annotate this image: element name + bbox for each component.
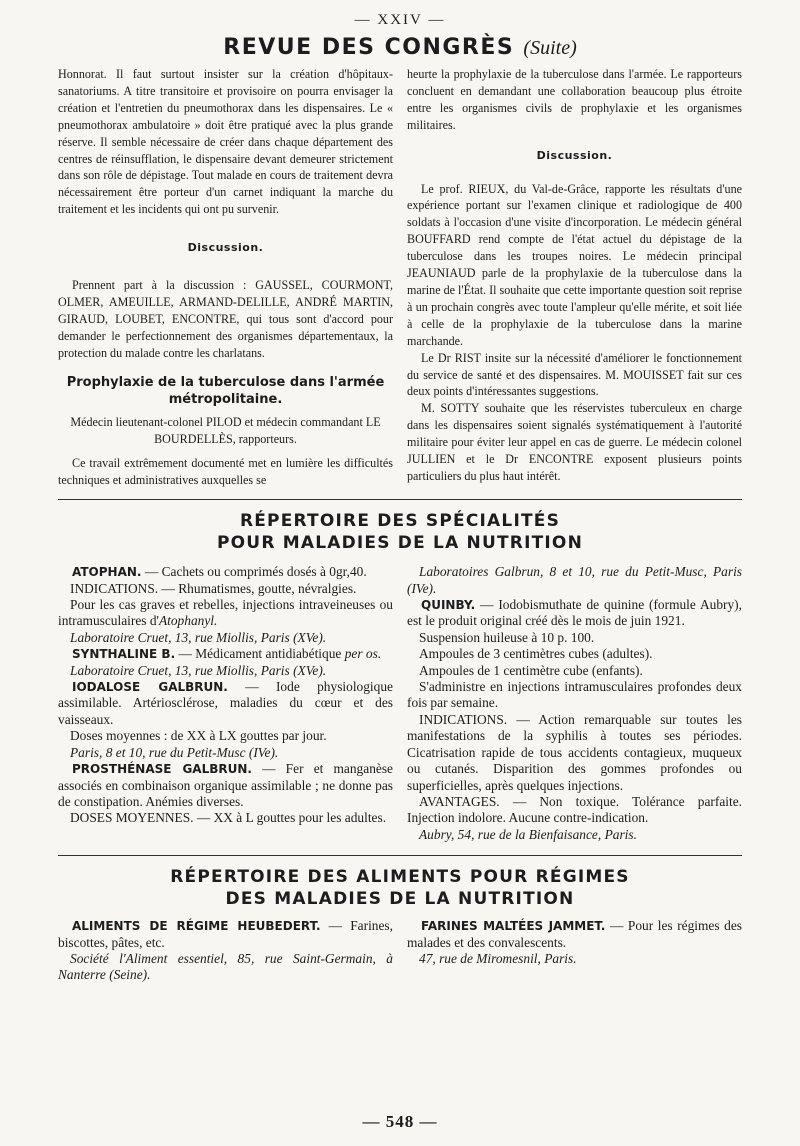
congress-paragraph: Le Dr RIST insite sur la nécessité d'améliorer le fonctionnement du service de santé et des dispensaires. M. MOUISSET fait sur ces deux points d'intéressantes suggestions.	[407, 350, 742, 399]
specialites-left-column	[58, 564, 393, 843]
product-description: — Farines, biscottes, pâtes, etc.	[58, 918, 393, 950]
product-name: SYNTHALINE B.	[72, 647, 176, 662]
laboratory-address: Laboratoire Cruet, 13, rue Miollis, Paris (XVe).	[70, 629, 327, 645]
company-address: Société l'Aliment essentiel, 85, rue Saint-Germain, à Nanterre (Seine).	[58, 950, 393, 983]
repertoire-aliments-title	[58, 866, 742, 910]
repertoire-title-line: POUR MALADIES DE LA NUTRITION	[217, 533, 583, 554]
laboratory-address: Aubry, 54, rue de la Bienfaisance, Paris.	[419, 826, 637, 842]
page-title-main: REVUE DES CONGRÈS	[223, 35, 515, 60]
journal-page	[58, 0, 742, 1146]
product-detail: Ampoules de 1 centimètre cube (enfants).	[419, 662, 643, 678]
product-description: — Médicament antidiabétique	[178, 646, 342, 662]
section-divider	[58, 855, 742, 856]
laboratory-address: Paris, 8 et 10, rue du Petit-Musc (IVe).	[70, 744, 279, 760]
congress-columns	[58, 66, 742, 489]
product-doses: Doses moyennes : de XX à LX gouttes par jour.	[70, 728, 327, 744]
aliments-columns	[58, 918, 742, 984]
laboratory-address: Laboratoire Cruet, 13, rue Miollis, Paris (XVe).	[70, 662, 327, 678]
page-number: — 548 —	[362, 1112, 438, 1131]
product-detail: Ampoules de 3 centimètres cubes (adultes).	[419, 646, 653, 662]
page-roman-numeral: — XXIV —	[354, 12, 446, 28]
repertoire-title-line: RÉPERTOIRE DES SPÉCIALITÉS	[239, 511, 561, 532]
section-heading-prophylaxie: Prophylaxie de la tuberculose dans l'armée métropolitaine.	[66, 374, 385, 407]
repertoire-title-line: RÉPERTOIRE DES ALIMENTS POUR RÉGIMES	[170, 867, 630, 888]
doses-label: DOSES MOYENNES.	[70, 810, 194, 826]
indications-label: INDICATIONS.	[70, 580, 159, 596]
product-indications	[58, 581, 393, 597]
product-entry-prosthenase	[58, 761, 393, 810]
specialites-columns	[58, 564, 742, 843]
discussion-heading: Discussion.	[187, 241, 264, 255]
advantages-text: — Non toxique. Tolérance parfaite. Injection indolore. Aucune contre-indication.	[407, 793, 742, 826]
product-description: — Pour les régimes des malades et des convalescents.	[407, 918, 742, 950]
rapporteurs-line: Médecin lieutenant-colonel PILOD et médecin commandant LE BOURDELLÈS, rapporteurs.	[70, 414, 381, 446]
aliments-right-column	[407, 918, 742, 984]
product-description: — Iodobismuthate de quinine (formule Aubry), est le produit original créé dès le mois de juin 1921.	[407, 597, 742, 629]
specialites-right-column	[407, 564, 742, 843]
product-doses	[58, 810, 393, 826]
repertoire-specialites-title	[58, 510, 742, 554]
product-note	[58, 597, 393, 630]
product-name: ATOPHAN.	[72, 565, 142, 580]
advantages-label: AVANTAGES.	[419, 793, 500, 809]
section-divider	[58, 499, 742, 500]
product-description-italic: per os.	[344, 646, 382, 662]
product-entry-heubedert	[58, 918, 393, 951]
indications-label: INDICATIONS.	[419, 711, 508, 727]
product-description: — Iode physiologique assimilable. Artériosclérose, maladies du cœur et des vaisseaux.	[58, 679, 393, 727]
product-name: ALIMENTS DE RÉGIME HEUBEDERT.	[72, 919, 321, 934]
discussion-heading: Discussion.	[536, 148, 613, 162]
congress-paragraph: M. SOTTY souhaite que les réservistes tuberculeux en charge dans les dispensaires soient signalés systématiquement à l'autorité militaire pour éviter leur appel en cas de guerre. Le médecin colonel JULLIEN et le Dr ENCONTRE exposent plusieurs points particuliers du plus haut intérêt.	[407, 401, 742, 483]
product-entry-synthaline	[58, 646, 393, 662]
product-detail: S'administre en injections intramusculaires profondes deux fois par semaine.	[407, 679, 742, 711]
product-advantages	[407, 794, 742, 827]
congress-left-column	[58, 66, 393, 489]
repertoire-title-line: DES MALADIES DE LA NUTRITION	[225, 889, 575, 910]
congress-paragraph: Prennent part à la discussion : GAUSSEL, COURMONT, OLMER, AMEUILLE, ARMAND-DELILLE, ANDRÉ MARTIN, GIRAUD, LOUBET, ENCONTRE, qui tous sont d'accord pour demander le perfectionnement des organismes départementaux, la protection du malade contre les charlatans.	[58, 278, 393, 360]
congress-right-column	[407, 66, 742, 489]
congress-paragraph: Le prof. RIEUX, du Val-de-Grâce, rapporte les résultats d'une expérience portant sur l'examen clinique et radiologique de 400 soldats à l'occasion d'une visite d'incorporation. Le médecin général BOUFFARD rend compte de l'état actuel du dépistage de la tuberculose dans les troupes noires. Le médecin principal JEAUNIAUD parle de la prophylaxie de la tuberculose dans la marine de l'État. Il souhaite que cette importante question soit reprise à un prochain congrès avec toute l'ampleur qu'elle mérite, et soit liée à celle de la prophylaxie de la tuberculose dans la marine marchande.	[407, 181, 742, 348]
note-italic: Atophanyl.	[158, 613, 218, 629]
indications-text: — Rhumatismes, goutte, névralgies.	[161, 580, 357, 596]
product-entry-atophan	[58, 564, 393, 580]
product-name: IODALOSE GALBRUN.	[72, 680, 228, 695]
laboratory-address: Laboratoires Galbrun, 8 et 10, rue du Petit-Musc, Paris (IVe).	[407, 564, 742, 596]
congress-paragraph: Honnorat. Il faut surtout insister sur la création d'hôpitaux-sanatoriums. A titre transitoire et provisoire on pourra envisager la création et l'entretien du pneumothorax dans les dispensaires. Le « pneumothorax ambulatoire » doit être pratiqué avec la plus grande réserve. Il semble nécessaire de créer dans chaque département des centres de réinsufflation, le dispensaire devant demeurer strictement dans son rôle de dépistage. Tout malade en cours de traitement devra nécessairement être porteur d'un carnet indiquant la marche du traitement et les incidents qui ont pu survenir.	[58, 67, 393, 217]
company-address: 47, rue de Miromesnil, Paris.	[419, 950, 577, 966]
page-title-suffix: (Suite)	[523, 37, 577, 59]
product-entry-quinby	[407, 597, 742, 630]
product-name: FARINES MALTÉES JAMMET.	[421, 919, 606, 934]
doses-text: — XX à L gouttes pour les adultes.	[196, 810, 387, 826]
indications-text: — Action remarquable sur toutes les manifestations de la syphilis à toutes ses périodes. Cicatrisation rapide de tous accidents contagieux, muqueux ou cutanés. Disparition des gommes profondes ou superficielles, après quelques injections.	[407, 711, 742, 793]
product-description: — Cachets ou comprimés dosés à 0gr,40.	[144, 564, 367, 580]
product-name: PROSTHÉNASE GALBRUN.	[72, 762, 252, 777]
aliments-left-column	[58, 918, 393, 984]
congress-paragraph: Ce travail extrêmement documenté met en lumière les difficultés techniques et administratives auxquelles se	[58, 456, 393, 488]
product-detail: Suspension huileuse à 10 p. 100.	[419, 629, 595, 645]
product-description: — Fer et manganèse associés en combinaison organique assimilable ; ne donne pas de constipation. Anémies diverses.	[58, 761, 393, 809]
product-entry-iodalose	[58, 679, 393, 728]
page-title	[58, 35, 742, 60]
product-indications	[407, 712, 742, 794]
product-name: QUINBY.	[421, 598, 476, 613]
note-text: Pour les cas graves et rebelles, injections intraveineuses ou intramusculaires d'	[58, 597, 393, 629]
congress-paragraph: heurte la prophylaxie de la tuberculose dans l'armée. Le rapporteurs concluent en demandant une collaboration beaucoup plus étroite entre les organismes civils de prophylaxie et les organismes militaires.	[407, 67, 742, 132]
product-entry-jammet	[407, 918, 742, 951]
